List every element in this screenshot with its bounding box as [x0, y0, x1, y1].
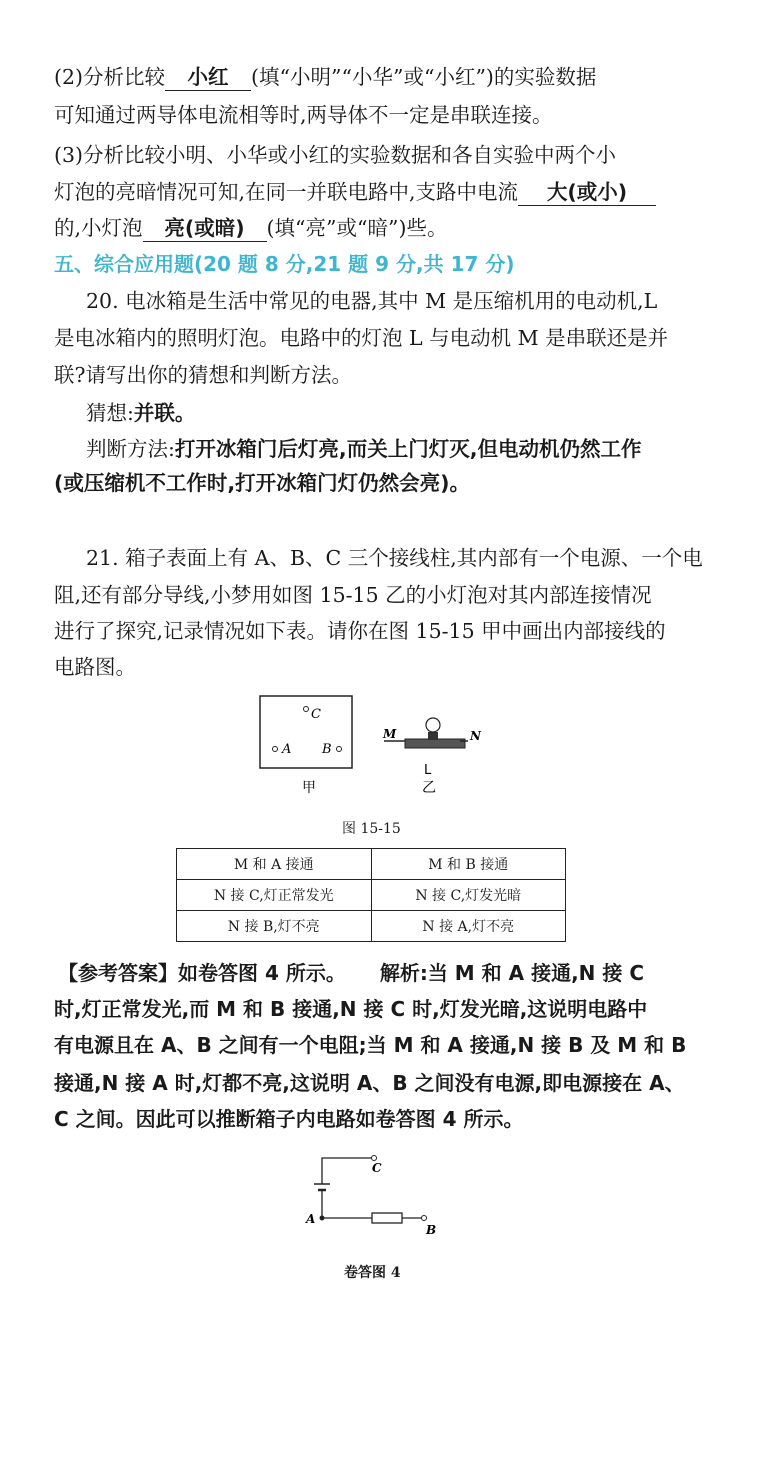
answer-figure-4 — [296, 1146, 456, 1246]
q20-guess — [54, 398, 704, 428]
terminal-c — [372, 1156, 377, 1161]
q21-line2: 阻,还有部分导线,小梦用如图 15-15 乙的小灯泡对其内部连接情况 — [54, 583, 652, 607]
label-m: M — [383, 727, 397, 741]
label-n: N — [470, 729, 481, 743]
figure-caption: 图 15-15 — [342, 821, 401, 837]
table-cell: N 接 A,灯不亮 — [371, 911, 566, 942]
q19-part3-line3 — [54, 213, 704, 243]
label-yi: 乙 — [422, 780, 436, 796]
q20-method-line1 — [54, 434, 704, 464]
table-row — [177, 880, 566, 911]
terminal-b — [337, 747, 342, 752]
q20-method-line2: (或压缩机不工作时,打开冰箱门灯仍然会亮)。 — [54, 471, 471, 495]
answer-line1 — [54, 958, 704, 988]
answer-line1-a: 如卷答图 4 所示。 — [178, 961, 346, 985]
q20-guess-answer: 并联。 — [133, 401, 196, 425]
q21-line4: 电路图。 — [54, 655, 136, 679]
label-b: B — [322, 742, 332, 757]
label-a: A — [282, 742, 292, 757]
q21-line3: 进行了探究,记录情况如下表。请你在图 15-15 甲中画出内部接线的 — [54, 619, 666, 643]
table-row — [177, 911, 566, 942]
q19-p3-blank2: 亮(或暗) — [143, 215, 267, 242]
q20-line2: 是电冰箱内的照明灯泡。电路中的灯泡 L 与电动机 M 是串联还是并 — [54, 326, 669, 350]
q20-method-answer-1: 打开冰箱门后灯亮,而关上门灯灭,但电动机仍然工作 — [174, 437, 642, 461]
answer-figure-caption: 卷答图 4 — [344, 1265, 401, 1281]
terminal-a — [320, 1216, 325, 1221]
resistor-icon — [372, 1213, 402, 1223]
section-title: 五、综合应用题(20 题 8 分,21 题 9 分,共 17 分) — [54, 252, 515, 276]
q20-line3: 联?请写出你的猜想和判断方法。 — [54, 363, 352, 387]
q21-line1: 21. 箱子表面上有 A、B、C 三个接线柱,其内部有一个电源、一个电 — [86, 546, 703, 570]
answer-label: 【参考答案】 — [58, 961, 178, 985]
table-header-cell: M 和 B 接通 — [371, 849, 566, 880]
q19-p2-blank: 小红 — [165, 64, 251, 91]
table-cell: N 接 B,灯不亮 — [177, 911, 372, 942]
label-c: C — [372, 1161, 382, 1175]
q20-line1: 20. 电冰箱是生活中常见的电器,其中 M 是压缩机用的电动机,L — [86, 289, 658, 313]
q19-p3-line2-prefix: 灯泡的亮暗情况可知,在同一并联电路中,支路中电流 — [54, 180, 519, 204]
answer-line1-b: 解析:当 M 和 A 接通,N 接 C — [379, 961, 645, 985]
figure-15-15 — [250, 690, 500, 800]
q19-p3-line3-suffix: (填“亮”或“暗”)些。 — [266, 216, 448, 240]
label-l: L — [424, 763, 432, 778]
table-cell: N 接 C,灯正常发光 — [177, 880, 372, 911]
table-header-row — [177, 849, 566, 880]
answer-line2: 时,灯正常发光,而 M 和 B 接通,N 接 C 时,灯发光暗,这说明电路中 — [54, 997, 648, 1021]
answer-line3: 有电源且在 A、B 之间有一个电阻;当 M 和 A 接通,N 接 B 及 M 和 B — [54, 1033, 687, 1057]
answer-line5: C 之间。因此可以推断箱子内电路如卷答图 4 所示。 — [54, 1107, 524, 1131]
table-cell: N 接 C,灯发光暗 — [371, 880, 566, 911]
q19-p3-blank1: 大(或小) — [518, 179, 656, 206]
q19-part3-line1: (3)分析比较小明、小华或小红的实验数据和各自实验中两个小 — [54, 143, 617, 167]
bulb-base — [405, 739, 465, 748]
terminal-b — [422, 1216, 427, 1221]
record-table — [176, 848, 566, 942]
terminal-c — [304, 707, 309, 712]
bulb-socket — [428, 732, 438, 740]
wire-to-c — [322, 1158, 372, 1184]
q20-method-label: 判断方法: — [86, 437, 175, 461]
q19-p3-line3-prefix: 的,小灯泡 — [54, 216, 143, 240]
q19-part3-line2 — [54, 177, 704, 207]
label-jia: 甲 — [302, 780, 316, 796]
q19-p2-suffix: (填“小明”“小华”或“小红”)的实验数据 — [251, 65, 597, 89]
q19-part2-line2: 可知通过两导体电流相等时,两导体不一定是串联连接。 — [54, 103, 553, 127]
label-a: A — [306, 1212, 316, 1226]
table-header-cell: M 和 A 接通 — [177, 849, 372, 880]
wire-a — [322, 1190, 372, 1218]
terminal-a — [273, 747, 278, 752]
q20-guess-label: 猜想: — [86, 401, 134, 425]
label-c: C — [311, 707, 321, 722]
q19-part2-line1 — [54, 62, 704, 92]
answer-line4: 接通,N 接 A 时,灯都不亮,这说明 A、B 之间没有电源,即电源接在 A、 — [54, 1071, 685, 1095]
label-b: B — [426, 1223, 437, 1237]
q19-p2-prefix: (2)分析比较 — [54, 65, 166, 89]
bulb-icon — [426, 718, 440, 732]
